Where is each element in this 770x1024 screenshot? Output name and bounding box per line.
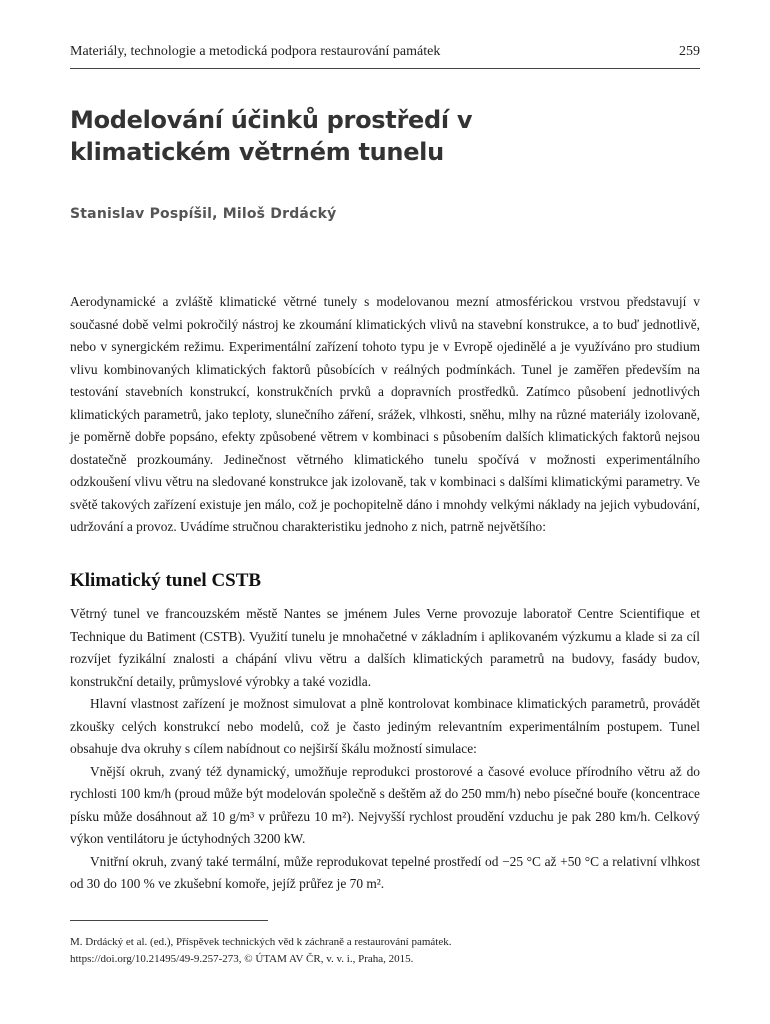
body-paragraph: Hlavní vlastnost zařízení je možnost simulovat a plně kontrolovat kombinace klimatických parametrů, provádět zkoušky celých konstrukcí nebo modelů, což je často jediným relevantním experimentálním postupem. Tunel obsahuje dva okruhy s cílem nabídnout co nejširší škálu možností simulace: [70,696,700,756]
footnote-doi: https://doi.org/10.21495/49-9.257-273, © ÚTAM AV ČR, v. v. i., Praha, 2015. [70,953,414,965]
footnote-rule [70,920,268,921]
section-body [70,603,700,896]
article-title: Modelování účinků prostředí v klimatickém větrném tunelu [70,106,473,166]
footnote [70,934,700,968]
abstract-paragraph: Aerodynamické a zvláště klimatické větrné tunely s modelovanou mezní atmosférickou vrstvou představují v současné době velmi pokročilý nástroj ke zkoumání klimatických vlivů na stavební konstrukce, a to buď jednotlivě, nebo v synergickém režimu. Experimentální zařízení tohoto typu je v Evropě ojedinělé a je využíváno pro studium vlivu kombinovaných klimatických faktorů působících v reálných podmínkách. Tunel je zaměřen především na testování stavebních konstrukcí, konstrukčních prvků a dopravních prostředků. Zatímco působení jednotlivých klimatických parametrů, jako teploty, slunečního záření, srážek, vlhkosti, sněhu, mlhy na různé materiály izolovaně, je poměrně dobře popsáno, efekty způsobené větrem v kombinaci s působením dalších klimatických faktorů nejsou dostatečně prozkoumány. Jedinečnost větrného klimatického tunelu spočívá v možnosti experimentálního odzkoušení vlivu větru na sledované konstrukce jak izolovaně, tak v kombinaci s dalšími klimatickými parametry. Ve světě takových zařízení existuje jen málo, což je pochopitelně dáno i mnohdy velkými náklady na jejich vybudování, udržování a provoz. Uvádíme stručnou charakteristiku jednoho z nich, patrně největšího: [70,294,700,534]
page-number: 259 [679,44,700,59]
running-head [70,44,700,60]
footnote-citation: M. Drdácký et al. (ed.), Příspěvek technických věd k záchraně a restaurování památek. [70,936,452,948]
body-paragraph: Vnitřní okruh, zvaný také termální, může reprodukovat tepelné prostředí od −25 °C až +50 °C a relativní vlhkost od 30 do 100 % ve zkušební komoře, jejíž průřez je 70 m². [70,853,700,891]
section-heading: Klimatický tunel CSTB [70,570,262,591]
running-head-title: Materiály, technologie a metodická podpora restaurování památek [70,44,441,59]
header-rule [70,68,700,69]
body-paragraph: Větrný tunel ve francouzském městě Nantes se jménem Jules Verne provozuje laboratoř Centre Scientifique et Technique du Batiment (CSTB). Využití tunelu je mnohačetné v základním i aplikovaném výzkumu a klade si za cíl rozvíjet fyzikální znalosti a chápání vlivu větru a dalších klimatických parametrů na budovy, fasády budov, konstrukční detaily, průmyslové výrobky a také vozidla. [70,606,700,689]
article-authors: Stanislav Pospíšil, Miloš Drdácký [70,206,337,222]
body-paragraph: Vnější okruh, zvaný též dynamický, umožňuje reprodukci prostorové a časové evoluce přírodního větru až do rychlosti 100 km/h (proud může být modelován společně s deštěm až do 250 mm/h) nebo písečné bouře (koncentrace písku může dosáhnout až 10 g/m³ v průřezu 10 m²). Nejvyšší rychlost proudění vzduchu je pak 280 km/h. Celkový výkon ventilátoru je úctyhodných 3200 kW. [70,763,700,846]
